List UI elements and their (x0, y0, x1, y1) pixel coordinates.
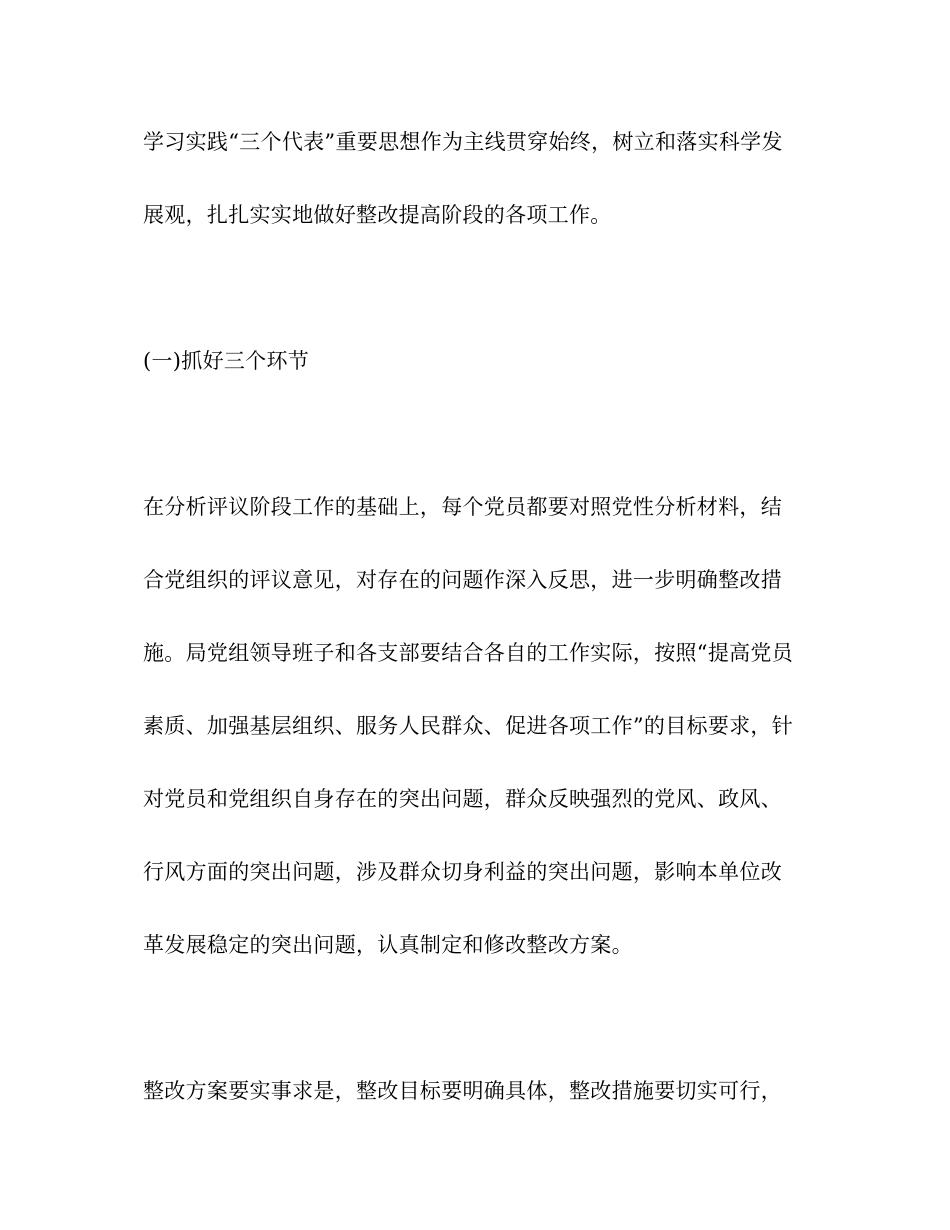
paragraph-line: 施。局党组领导班子和各支部要结合各自的工作实际，按照“提高党员 (143, 641, 794, 665)
paragraph-line: 在分析评议阶段工作的基础上，每个党员都要对照党性分析材料，结 (143, 495, 782, 519)
paragraph-line: 素质、加强基层组织、服务人民群众、促进各项工作”的目标要求，针 (143, 714, 794, 738)
paragraph-line: 整改方案要实事求是，整改目标要明确具体，整改措施要切实可行， (143, 1079, 782, 1103)
paragraph-line: 革发展稳定的突出问题，认真制定和修改整改方案。 (143, 933, 633, 957)
paragraph-line: 展观，扎扎实实地做好整改提高阶段的各项工作。 (143, 203, 612, 227)
paragraph-line: 行风方面的突出问题，涉及群众切身利益的突出问题，影响本单位改 (143, 860, 782, 884)
paragraph-line: 对党员和党组织自身存在的突出问题，群众反映强烈的党风、政风、 (143, 787, 782, 811)
paragraph-line: 合党组织的评议意见，对存在的问题作深入反思，进一步明确整改措 (143, 568, 782, 592)
section-heading: (一)抓好三个环节 (143, 349, 310, 373)
paragraph-line: 学习实践“三个代表”重要思想作为主线贯穿始终，树立和落实科学发 (143, 130, 783, 154)
